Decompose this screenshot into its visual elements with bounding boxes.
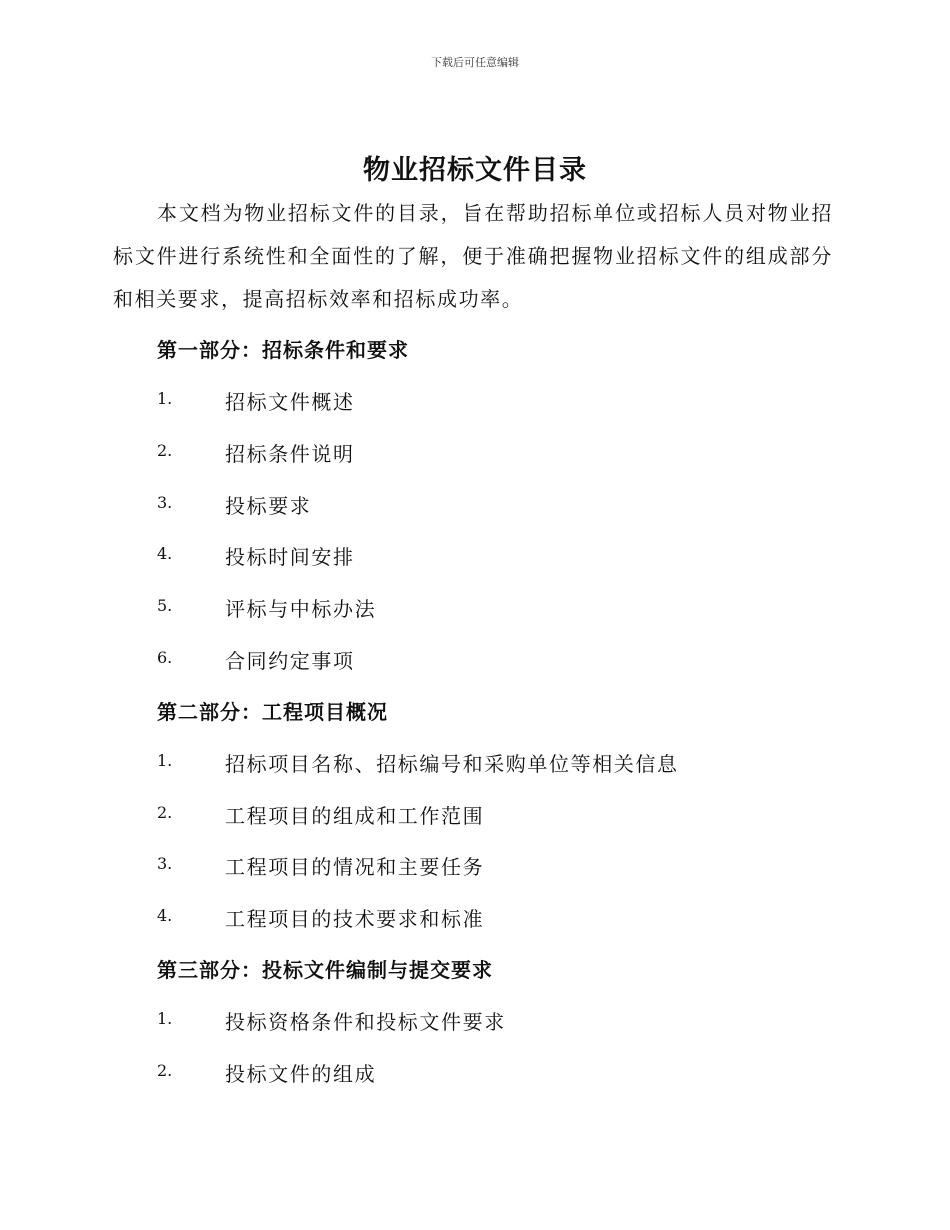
list-item-number: 2. xyxy=(157,441,173,460)
section-heading-2: 第二部分：工程项目概况 xyxy=(157,700,388,724)
section-heading-1: 第一部分：招标条件和要求 xyxy=(157,338,409,362)
list-item-text: 投标资格条件和投标文件要求 xyxy=(225,1010,506,1034)
list-item-number: 2. xyxy=(157,1061,173,1080)
list-item-text: 工程项目的组成和工作范围 xyxy=(225,804,485,828)
list-item-text: 招标项目名称、招标编号和采购单位等相关信息 xyxy=(225,752,679,776)
intro-paragraph: 本文档为物业招标文件的目录，旨在帮助招标单位或招标人员对物业招标文件进行系统性和全面性的了解，便于准确把握物业招标文件的组成部分和相关要求，提高招标效率和招标成功率。 xyxy=(113,201,833,311)
list-item-number: 2. xyxy=(157,803,173,822)
list-item-number: 1. xyxy=(157,1009,173,1028)
page-header-note: 下载后可任意编辑 xyxy=(431,56,519,69)
list-item-text: 评标与中标办法 xyxy=(225,597,377,621)
list-item-number: 5. xyxy=(157,596,173,615)
list-item-text: 招标条件说明 xyxy=(225,442,355,466)
list-item-number: 1. xyxy=(157,389,173,408)
list-item-text: 投标时间安排 xyxy=(225,545,355,569)
list-item-number: 6. xyxy=(157,648,173,667)
list-item-text: 工程项目的情况和主要任务 xyxy=(225,855,485,879)
document-title: 物业招标文件目录 xyxy=(363,155,587,186)
list-item-number: 1. xyxy=(157,751,173,770)
list-item-text: 招标文件概述 xyxy=(225,390,355,414)
list-item-number: 3. xyxy=(157,854,173,873)
list-item-number: 4. xyxy=(157,544,173,563)
section-heading-3: 第三部分：投标文件编制与提交要求 xyxy=(157,958,493,982)
list-item-text: 投标要求 xyxy=(225,494,312,518)
list-item-text: 投标文件的组成 xyxy=(225,1062,377,1086)
list-item-text: 工程项目的技术要求和标准 xyxy=(225,907,485,931)
list-item-text: 合同约定事项 xyxy=(225,649,355,673)
list-item-number: 4. xyxy=(157,906,173,925)
list-item-number: 3. xyxy=(157,493,173,512)
